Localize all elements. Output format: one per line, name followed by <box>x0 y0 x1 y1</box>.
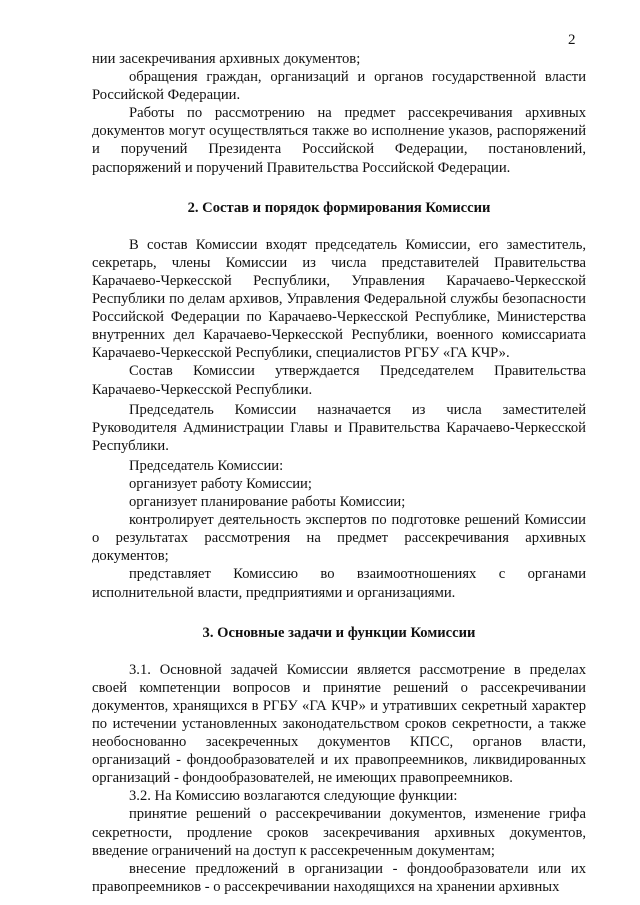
paragraph: Работы по рассмотрению на предмет рассекречивания архивных документов могут осуществляться также во исполнение указов, распоряжений и поручений Президента Российской Федерации, постановлений, распоряжений и поручений Правительства Российской Федерации. <box>92 105 586 176</box>
paragraph: 3.2. На Комиссию возлагаются следующие функции: <box>129 788 458 805</box>
list-item: контролирует деятельность экспертов по подготовке решений Комиссии о результатах рассмотрения на предмет рассекречивания архивных документов; <box>92 512 586 565</box>
list-item: принятие решений о рассекречивании документов, изменение грифа секретности, продление сроков засекречивания архивных документов, введение ограничений на доступ к рассекреченным документам; <box>92 806 586 859</box>
paragraph: Состав Комиссии утверждается Председателем Правительства Карачаево-Черкесской Республики. <box>92 363 586 398</box>
section-heading-3: 3. Основные задачи и функции Комиссии <box>202 624 476 641</box>
paragraph: обращения граждан, организаций и органов государственной власти Российской Федерации. <box>92 69 586 104</box>
list-item: внесение предложений в организации - фондообразователи или их правопреемников - о рассекречивании находящихся на хранении архивных <box>92 860 586 895</box>
paragraph: В состав Комиссии входят председатель Комиссии, его заместитель, секретарь, члены Комиссии из числа представителей Правительства Карачаево-Черкесской Республики, Управления Карачаево-Черкесской Республики по делам архивов, Управления Федеральной службы безопасности Российской Федерации по Карачаево-Черкесской Республике, Министерства внутренних дел Карачаево-Черкесской Республики, военного комиссариата Карачаево-Черкесской Республики, специалистов РГБУ «ГА КЧР». <box>92 236 586 362</box>
paragraph: 3.1. Основной задачей Комиссии является рассмотрение в пределах своей компетенции вопросов и принятие решений о рассекречивании документов, хранящихся в РГБУ «ГА КЧР» и утративших секретный характер по истечении установленных законодательством сроков секретности, а также необоснованно засекреченных документов КПСС, органов власти, организаций - фондообразователей и их правопреемников, ликвидированных организаций - фондообразователей, не имеющих правопреемников. <box>92 661 586 787</box>
list-item: организует работу Комиссии; <box>129 475 312 492</box>
paragraph: Председатель Комиссии: <box>129 457 284 474</box>
document-body <box>92 50 586 896</box>
paragraph: Председатель Комиссии назначается из числа заместителей Руководителя Администрации Главы и Правительства Карачаево-Черкесской Республики. <box>92 401 586 454</box>
paragraph: нии засекречивания архивных документов; <box>92 51 361 67</box>
list-item: представляет Комиссию во взаимоотношениях с органами исполнительной власти, предприятиями и организациями. <box>92 566 586 601</box>
section-heading-2: 2. Состав и порядок формирования Комиссии <box>187 199 491 216</box>
list-item: организует планирование работы Комиссии; <box>129 494 406 511</box>
page-number: 2 <box>568 32 576 48</box>
